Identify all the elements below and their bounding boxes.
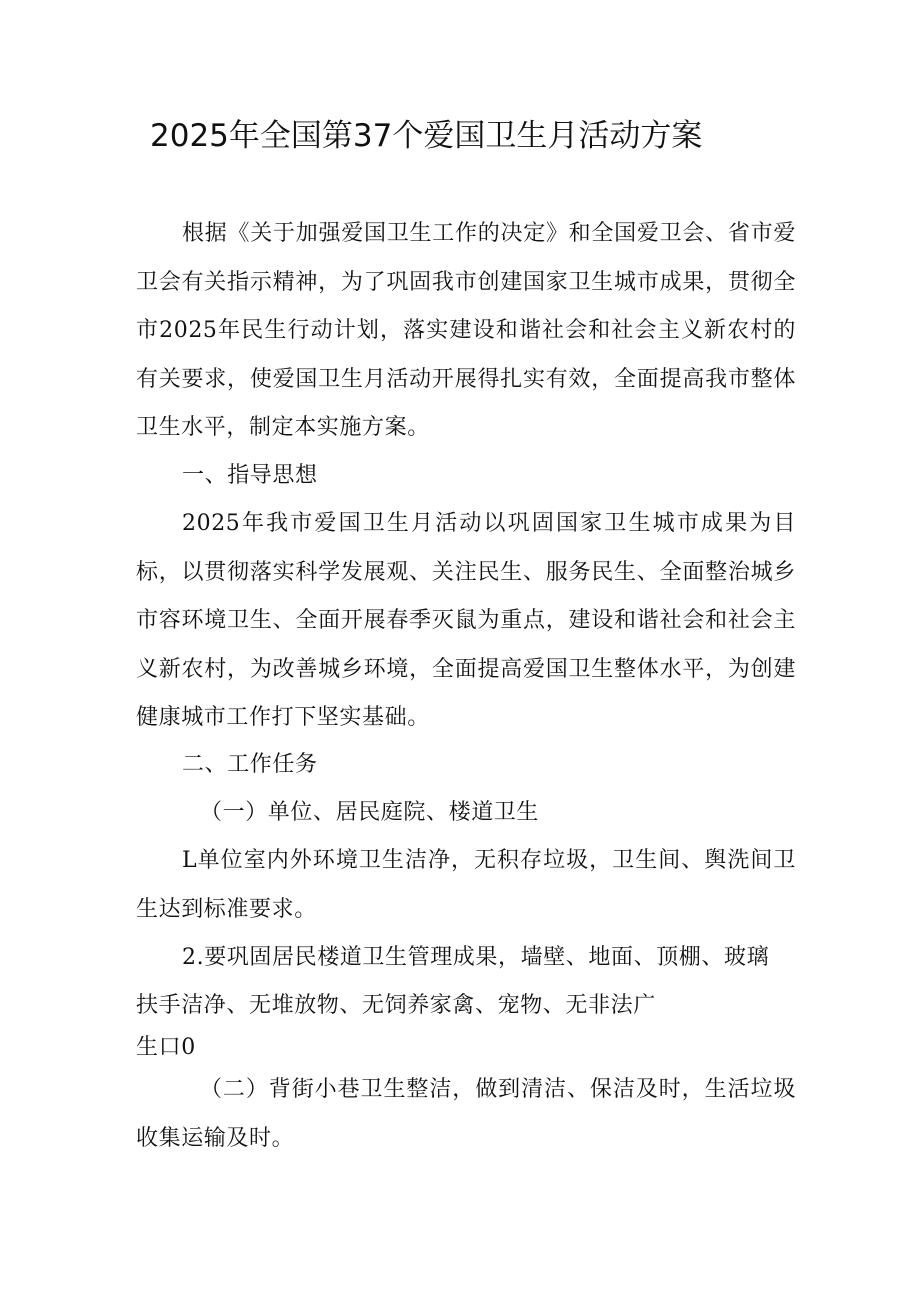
task-item-2-line-1: 2.要巩固居民楼道卫生管理成果，墙壁、地面、顶棚、玻璃	[182, 945, 770, 970]
section-heading-work-tasks: 二、工作任务	[182, 752, 318, 777]
task-item-2-line-2: 扶手洁净、无堆放物、无饲养家禽、宠物、无非法广	[136, 993, 656, 1018]
document-title: 2025年全国第37个爱国卫生月活动方案	[150, 118, 703, 154]
subsection-heading-units-courtyards: （一）单位、居民庭院、楼道卫生	[200, 800, 540, 825]
subsection-back-streets: （二）背街小巷卫生整洁，做到清洁、保洁及时，生活垃圾收集运输及时。	[136, 1077, 796, 1151]
guiding-thought-paragraph: 2025年我市爱国卫生月活动以巩固国家卫生城市成果为目标，以贯彻落实科学发展观、关注民生、服务民生、全面整治城乡市容环境卫生、全面开展春季灭鼠为重点，建设和谐社会和社会主义新农村，为改善城乡环境，全面提高爱国卫生整体水平，为创建健康城市工作打下坚实基础。	[136, 511, 796, 730]
intro-paragraph: 根据《关于加强爱国卫生工作的决定》和全国爱卫会、省市爱卫会有关指示精神，为了巩固我市创建国家卫生城市成果，贯彻全市2025年民生行动计划，落实建设和谐社会和社会主义新农村的有关要求，使爱国卫生月活动开展得扎实有效，全面提高我市整体卫生水平，制定本实施方案。	[136, 221, 796, 440]
task-item-1: L单位室内外环境卫生洁净，无积存垃圾，卫生间、舆洗间卫生达到标准要求。	[136, 848, 796, 922]
task-item-2-line-3: 生口0	[136, 1035, 196, 1060]
section-heading-guiding-thought: 一、指导思想	[182, 463, 318, 488]
